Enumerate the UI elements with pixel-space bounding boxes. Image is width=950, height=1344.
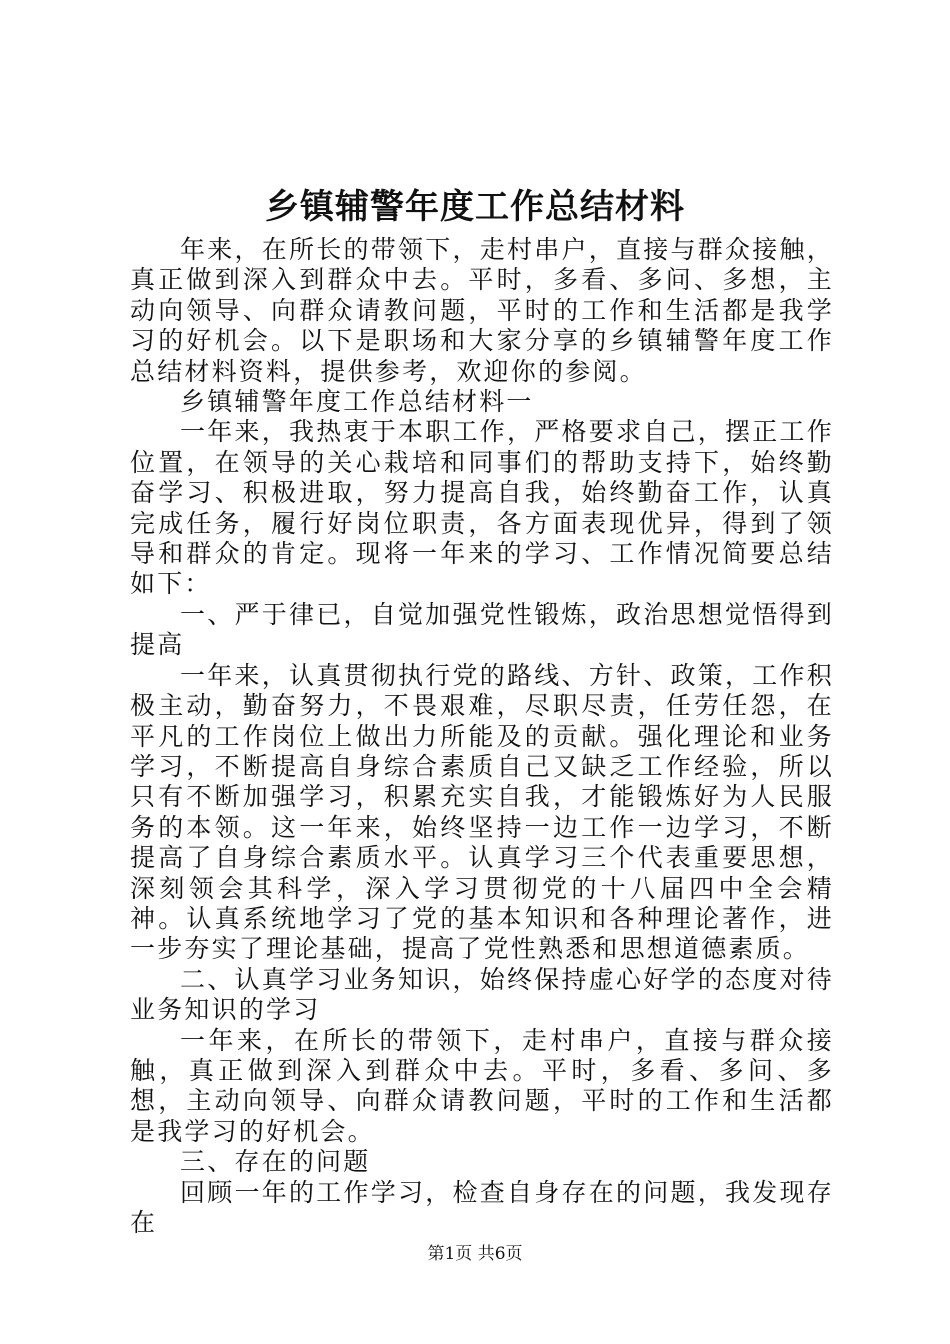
page-footer: 第1页 共6页 <box>427 1244 523 1264</box>
paragraph-overview: 一年来，我热衷于本职工作，严格要求自己，摆正工作位置，在领导的关心栽培和同事们的帮助支持下，始终勤奋学习、积极进取，努力提高自我，始终勤奋工作，认真完成任务，履行好岗位职责，各方面表现优异，得到了领导和群众的肯定。现将一年来的学习、工作情况简要总结如下： <box>130 417 834 599</box>
document-title: 乡镇辅警年度工作总结材料 <box>265 187 685 227</box>
section-heading-two: 二、认真学习业务知识，始终保持虚心好学的态度对待业务知识的学习 <box>130 964 834 1025</box>
paragraph-political-study: 一年来，认真贯彻执行党的路线、方针、政策，工作积极主动，勤奋努力，不畏艰难，尽职尽责，任劳任怨，在平凡的工作岗位上做出力所能及的贡献。强化理论和业务学习，不断提高自身综合素质自己又缺乏工作经验，所以只有不断加强学习，积累充实自我，才能锻炼好为人民服务的本领。这一年来，始终坚持一边工作一边学习，不断提高了自身综合素质水平。认真学习三个代表重要思想，深刻领会其科学，深入学习贯彻党的十八届四中全会精神。认真系统地学习了党的基本知识和各种理论著作，进一步夯实了理论基础，提高了党性熟悉和思想道德素质。 <box>130 660 834 964</box>
section-heading-material-one: 乡镇辅警年度工作总结材料一 <box>180 387 534 417</box>
paragraph-intro: 年来，在所长的带领下，走村串户，直接与群众接触，真正做到深入到群众中去。平时，多看、多问、多想，主动向领导、向群众请教问题，平时的工作和生活都是我学习的好机会。以下是职场和大家分享的乡镇辅警年度工作总结材料资料，提供参考，欢迎你的参阅。 <box>130 235 834 386</box>
section-heading-one: 一、严于律已，自觉加强党性锻炼，政治思想觉悟得到提高 <box>130 599 834 660</box>
section-heading-three: 三、存在的问题 <box>180 1147 371 1177</box>
paragraph-problems: 回顾一年的工作学习，检查自身存在的问题，我发现存在 <box>130 1177 834 1237</box>
document-body <box>130 235 834 1238</box>
paragraph-business-study: 一年来，在所长的带领下，走村串户，直接与群众接触，真正做到深入到群众中去。平时，多看、多问、多想，主动向领导、向群众请教问题，平时的工作和生活都是我学习的好机会。 <box>130 1025 834 1146</box>
